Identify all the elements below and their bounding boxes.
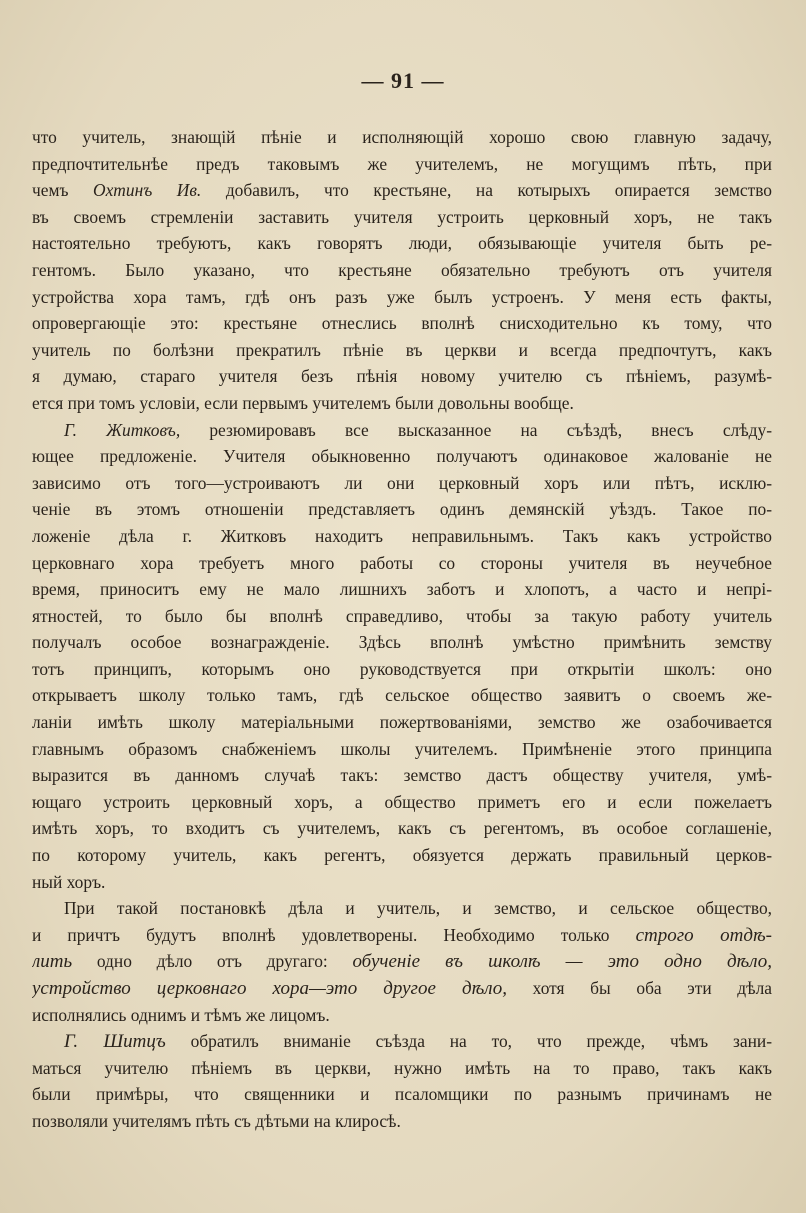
text-line <box>32 922 772 949</box>
text-line <box>32 390 772 417</box>
text-segment: главнымъ образомъ снабженіемъ школы учителемъ. Примѣненіе этого принципа <box>32 738 772 759</box>
text-line <box>32 975 772 1002</box>
text-segment: чемъ <box>32 180 94 201</box>
text-segment: церковнаго хора требуетъ много работы со стороны учителя въ неучебное <box>32 552 772 573</box>
body-text <box>32 124 772 1135</box>
text-line <box>32 1055 772 1082</box>
text-segment: время, приноситъ ему не мало лишнихъ заботъ и хлопотъ, а часто и непрі- <box>32 579 772 600</box>
italic-text: строго отдѣ- <box>635 924 772 946</box>
text-segment: ятностей, то было бы вполнѣ справедливо, чтобы за такую работу учитель <box>32 605 772 626</box>
text-segment: обратилъ вниманіе съѣзда на то, что прежде, чѣмъ зани- <box>165 1031 772 1052</box>
text-line <box>32 629 772 656</box>
text-segment: предпочтительнѣе предъ таковымъ же учителемъ, не могущимъ пѣть, при <box>32 153 772 174</box>
page-number: — 91 — <box>361 68 445 93</box>
paragraph <box>32 124 772 417</box>
text-line <box>32 1028 772 1055</box>
text-line <box>32 736 772 763</box>
text-segment: ченіе въ этомъ отношеніи представляетъ одинъ демянскій уѣздъ. Такое по- <box>32 499 772 520</box>
text-segment: резюмировавъ все высказанное на съѣздѣ, внесъ слѣду- <box>180 419 772 440</box>
text-line <box>32 1002 772 1029</box>
text-line <box>32 470 772 497</box>
italic-text: Охтинъ Ив. <box>93 180 202 201</box>
text-line <box>32 443 772 470</box>
italic-text: устройство церковнаго хора—это другое дѣло, <box>32 978 508 999</box>
text-segment: опровергающіе это: крестьяне отнеслись вполнѣ снисходительно къ тому, что <box>32 313 772 334</box>
text-segment: зависимо отъ того—устроиваютъ ли они церковный хоръ или пѣтъ, исклю- <box>32 472 772 493</box>
text-line <box>32 656 772 683</box>
text-line <box>32 257 772 284</box>
text-line <box>32 124 772 151</box>
text-line <box>32 1108 772 1135</box>
text-segment: хотя бы оба эти дѣла <box>507 978 772 998</box>
text-segment: имѣть хоръ, то входитъ съ учителемъ, какъ съ регентомъ, въ особое соглашеніе, <box>32 818 772 839</box>
text-segment: ный хоръ. <box>32 871 106 892</box>
text-line <box>32 869 772 896</box>
paragraph <box>32 417 772 896</box>
text-line <box>32 576 772 603</box>
text-line <box>32 337 772 364</box>
text-line <box>32 762 772 789</box>
text-line <box>32 417 772 444</box>
italic-text: Г. Шитцъ <box>64 1031 166 1053</box>
text-line <box>32 682 772 709</box>
text-segment: ланіи имѣть школу матеріальными пожертвованіями, земство же озабочивается <box>32 712 772 733</box>
text-line <box>32 842 772 869</box>
text-line <box>32 284 772 311</box>
text-segment: я думаю, стараго учителя безъ пѣнія новому учителю съ пѣніемъ, разумѣ- <box>32 366 772 387</box>
text-segment: добавилъ, что крестьяне, на котырыхъ опирается земство <box>201 180 772 201</box>
text-segment: исполнялись однимъ и тѣмъ же лицомъ. <box>32 1004 330 1025</box>
text-segment: по которому учитель, какъ регентъ, обязуется держать правильный церков- <box>32 845 772 866</box>
text-segment: получалъ особое вознагражденіе. Здѣсь вполнѣ умѣстно примѣнить земству <box>32 632 772 653</box>
text-line <box>32 815 772 842</box>
text-segment: ющее предложеніе. Учителя обыкновенно получаютъ одинаковое жалованіе не <box>32 446 772 467</box>
italic-text: обученіе въ школѣ — это одно дѣло, <box>352 951 772 973</box>
paragraph <box>32 895 772 1028</box>
text-line <box>32 948 772 975</box>
text-segment: маться учителю пѣніемъ въ церкви, нужно имѣть на то право, такъ какъ <box>32 1057 772 1078</box>
text-segment: устройства хора тамъ, гдѣ онъ разъ уже былъ устроенъ. У меня есть факты, <box>32 286 772 307</box>
text-line <box>32 550 772 577</box>
text-segment: и причтъ будутъ вполнѣ удовлетворены. Необходимо только <box>32 924 636 945</box>
text-line <box>32 151 772 178</box>
italic-text: лить <box>32 951 73 973</box>
text-segment: въ своемъ стремленіи заставить учителя устроить церковный хоръ, не такъ <box>32 206 772 227</box>
paragraph <box>32 1028 772 1134</box>
text-line <box>32 177 772 204</box>
text-segment: настоятельно требуютъ, какъ говорятъ люди, обязывающіе учителя быть ре- <box>32 233 772 254</box>
text-segment: тотъ принципъ, которымъ оно руководствуется при открытіи школъ: оно <box>32 658 772 679</box>
text-line <box>32 895 772 922</box>
text-segment: открываетъ школу только тамъ, гдѣ сельское общество заявитъ о своемъ же- <box>32 685 772 706</box>
text-segment: что учитель, знающій пѣніе и исполняющій хорошо свою главную задачу, <box>32 127 772 147</box>
text-segment: ющаго устроить церковный хоръ, а общество приметъ его и если пожелаетъ <box>32 791 772 812</box>
text-segment: ется при томъ условіи, если первымъ учителемъ были довольны вообще. <box>32 392 574 413</box>
text-line <box>32 1081 772 1108</box>
text-segment: учитель по болѣзни прекратилъ пѣніе въ церкви и всегда предпочтутъ, какъ <box>32 339 772 360</box>
italic-text: Г. Житковъ, <box>64 419 181 440</box>
text-line <box>32 603 772 630</box>
text-line <box>32 496 772 523</box>
text-line <box>32 310 772 337</box>
text-line <box>32 363 772 390</box>
text-segment: позволяли учителямъ пѣть съ дѣтьми на клиросѣ. <box>32 1110 401 1131</box>
text-line <box>32 789 772 816</box>
text-line <box>32 204 772 231</box>
text-line <box>32 709 772 736</box>
text-segment: гентомъ. Было указано, что крестьяне обязательно требуютъ отъ учителя <box>32 259 772 280</box>
text-segment: ложеніе дѣла г. Житковъ находитъ неправильнымъ. Такъ какъ устройство <box>32 525 772 546</box>
text-segment: При такой постановкѣ дѣла и учитель, и земство, и сельское общество, <box>64 898 772 919</box>
text-segment: выразится въ данномъ случаѣ такъ: земство дастъ обществу учителя, умѣ- <box>32 765 772 786</box>
text-line <box>32 523 772 550</box>
text-segment: были примѣры, что священники и псаломщики по разнымъ причинамъ не <box>32 1084 772 1105</box>
text-segment: одно дѣло отъ другаго: <box>72 951 353 972</box>
text-line <box>32 230 772 257</box>
